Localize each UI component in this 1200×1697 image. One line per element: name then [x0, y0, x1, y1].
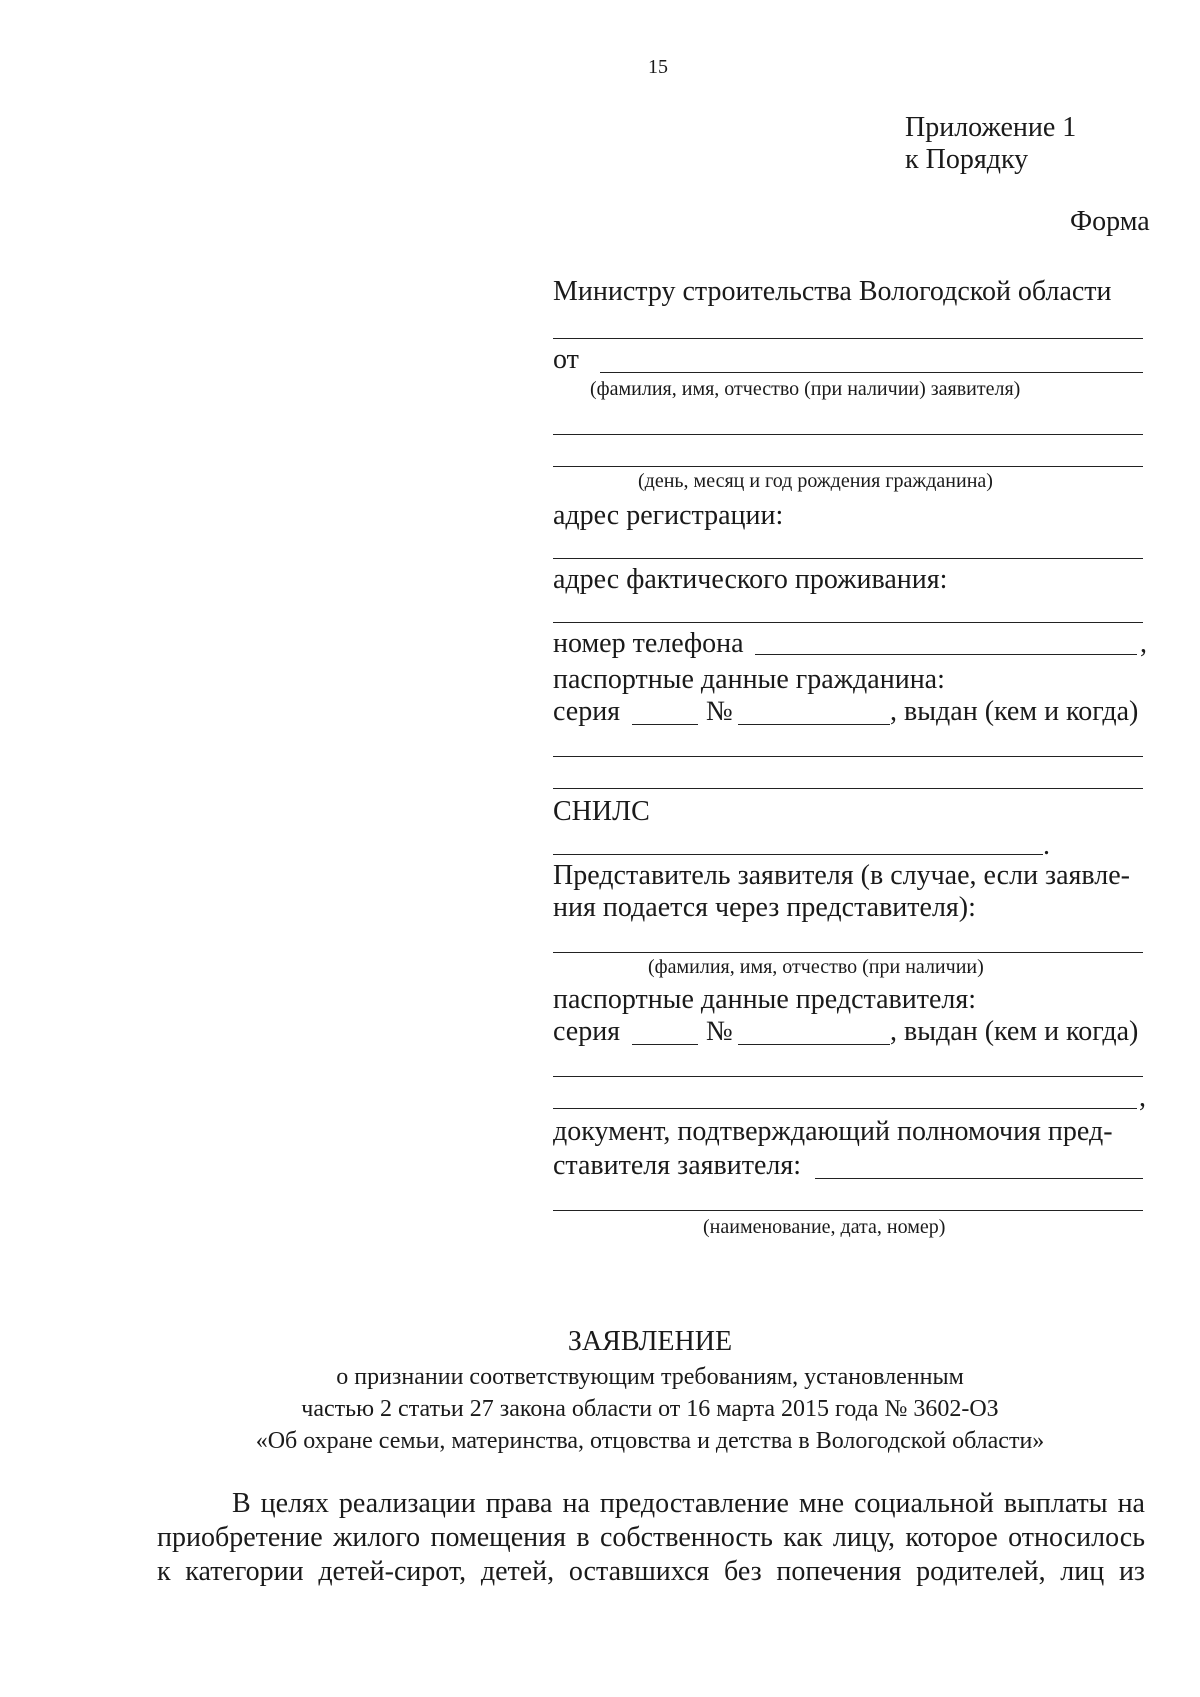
rep-passport-label: паспортные данные представителя: — [553, 984, 977, 1015]
birth-date-line[interactable] — [553, 466, 1143, 467]
rep-issued-line-2[interactable] — [553, 1108, 1137, 1109]
body-line-2: приобретение жилого помещения в собственность как лицу, которое относилось — [157, 1522, 1145, 1553]
doc-hint: (наименование, дата, номер) — [703, 1216, 946, 1238]
issued-line-1[interactable] — [553, 756, 1143, 757]
rep-name-line[interactable] — [553, 952, 1143, 953]
passport-label: паспортные данные гражданина: — [553, 664, 945, 695]
rep-issued-line-1[interactable] — [553, 1076, 1143, 1077]
rep-passport-number-line[interactable] — [738, 1044, 890, 1045]
phone-comma: , — [1140, 628, 1147, 659]
appendix-reference: к Порядку — [905, 144, 1029, 175]
issued-label: , выдан (кем и когда) — [890, 696, 1139, 727]
page-number: 15 — [648, 56, 668, 78]
body-line-1: В целях реализации права на предоставление мне социальной выплаты на — [232, 1488, 1145, 1519]
rep-issued-label: , выдан (кем и когда) — [890, 1016, 1139, 1047]
series-label: серия — [553, 696, 621, 727]
actual-address-line[interactable] — [553, 622, 1143, 623]
issued-line-2[interactable] — [553, 788, 1143, 789]
authority-doc-line-extra[interactable] — [553, 1210, 1143, 1211]
authority-doc-line-1: документ, подтверждающий полномочия пред- — [553, 1116, 1113, 1147]
representative-line-1: Представитель заявителя (в случае, если заявле- — [553, 860, 1130, 891]
phone-line[interactable] — [755, 654, 1137, 655]
form-label: Форма — [1070, 206, 1150, 237]
applicant-name-line[interactable] — [600, 372, 1143, 373]
birth-hint: (день, месяц и год рождения гражданина) — [638, 470, 993, 492]
statement-subtitle-3: «Об охране семьи, материнства, отцовства и детства в Вологодской области» — [255, 1428, 1045, 1454]
actual-address-label: адрес фактического проживания: — [553, 564, 948, 595]
addressee-blank-line[interactable] — [553, 338, 1143, 339]
applicant-fio-hint: (фамилия, имя, отчество (при наличии) заявителя) — [590, 378, 1021, 400]
statement-title: ЗАЯВЛЕНИЕ — [567, 1326, 733, 1357]
reg-address-line[interactable] — [553, 558, 1143, 559]
reg-address-label: адрес регистрации: — [553, 500, 784, 531]
representative-line-2: ния подается через представителя): — [553, 892, 976, 923]
applicant-name-line-2[interactable] — [553, 434, 1143, 435]
number-sign: № — [706, 696, 733, 727]
statement-subtitle-1: о признании соответствующим требованиям, установленным — [336, 1364, 964, 1390]
appendix-title: Приложение 1 — [905, 112, 1077, 143]
snils-period: . — [1043, 830, 1050, 861]
statement-subtitle-2: частью 2 статьи 27 закона области от 16 марта 2015 года № 3602-ОЗ — [301, 1396, 999, 1422]
snils-line[interactable] — [553, 854, 1043, 855]
body-line-3: к категории детей-сирот, детей, оставшихся без попечения родителей, лиц из — [157, 1556, 1145, 1587]
passport-number-line[interactable] — [738, 724, 890, 725]
snils-label: СНИЛС — [553, 796, 650, 827]
rep-fio-hint: (фамилия, имя, отчество (при наличии) — [648, 956, 984, 978]
rep-series-line[interactable] — [632, 1044, 698, 1045]
series-line[interactable] — [632, 724, 698, 725]
authority-doc-line-2: ставителя заявителя: — [553, 1150, 802, 1181]
addressee: Министру строительства Вологодской области — [553, 276, 1112, 307]
rep-issued-comma: , — [1139, 1082, 1146, 1113]
authority-doc-line[interactable] — [815, 1178, 1143, 1179]
phone-label: номер телефона — [553, 628, 744, 659]
from-label: от — [553, 344, 579, 375]
rep-series-label: серия — [553, 1016, 621, 1047]
rep-number-sign: № — [706, 1016, 733, 1047]
